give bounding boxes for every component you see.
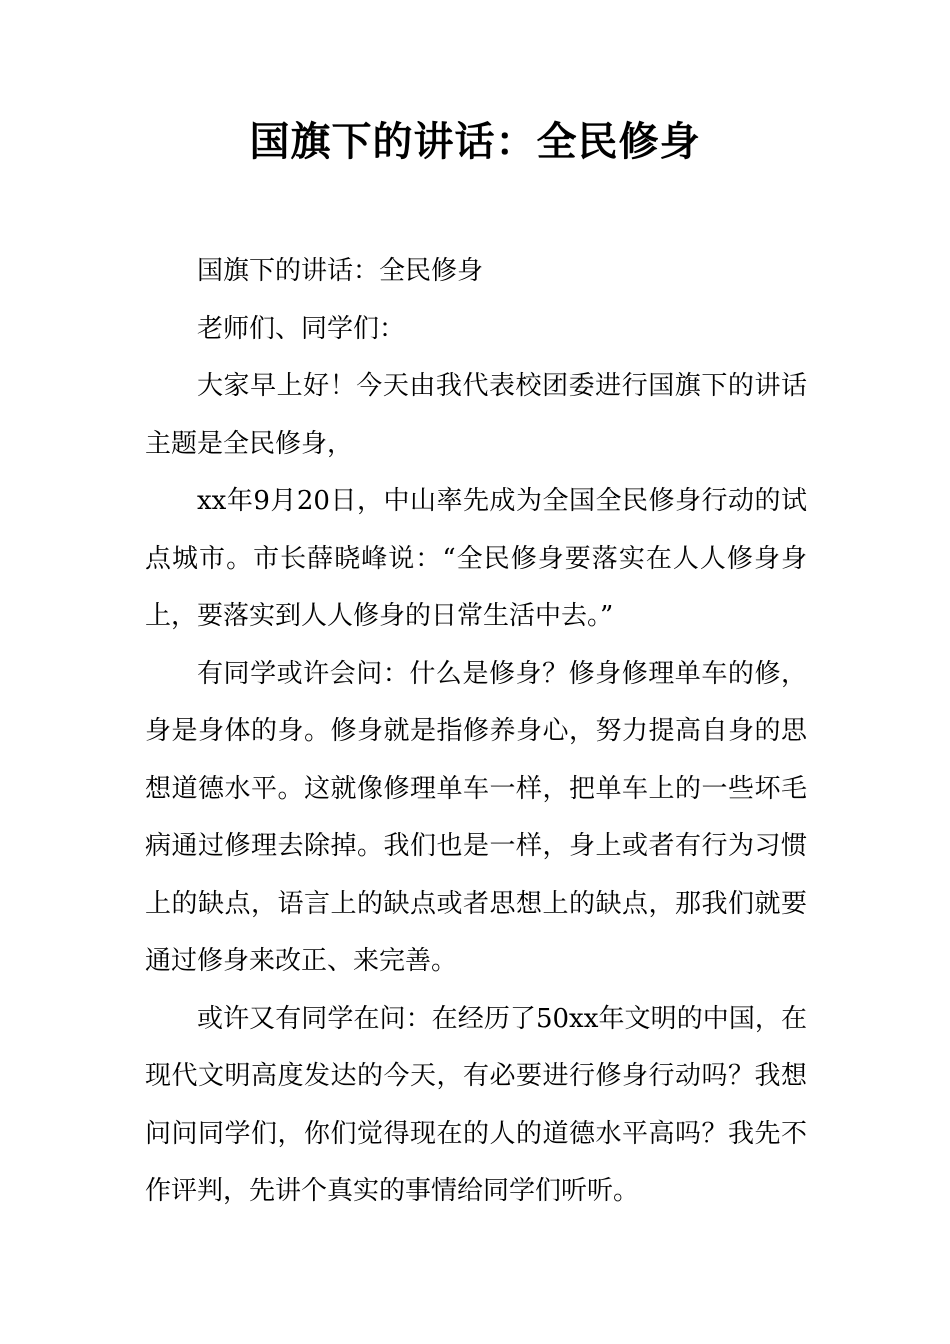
- paragraph: 或许又有同学在问：在经历了50xx年文明的中国，在现代文明高度发达的今天，有必要进行修身行动吗？我想问问同学们，你们觉得现在的人的道德水平高吗？我先不作评判，先讲个真实的事情给同学们听听。: [145, 1003, 807, 1206]
- document-title: 国旗下的讲话：全民修身: [249, 118, 701, 165]
- paragraph: xx年9月20日，中山率先成为全国全民修身行动的试点城市。市长薛晓峰说：“全民修身要落实在人人修身身上，要落实到人人修身的日常生活中去。”: [145, 486, 807, 631]
- document-body: [145, 243, 807, 1221]
- paragraph: 大家早上好！今天由我代表校团委进行国旗下的讲话主题是全民修身，: [145, 371, 807, 459]
- paragraph: 有同学或许会问：什么是修身？修身修理单车的修，身是身体的身。修身就是指修养身心，努力提高自身的思想道德水平。这就像修理单车一样，把单车上的一些坏毛病通过修理去除掉。我们也是一样，身上或者有行为习惯上的缺点，语言上的缺点或者思想上的缺点，那我们就要通过修身来改正、来完善。: [145, 658, 807, 976]
- paragraph: 国旗下的讲话：全民修身: [197, 256, 484, 286]
- paragraph: 老师们、同学们：: [197, 313, 406, 344]
